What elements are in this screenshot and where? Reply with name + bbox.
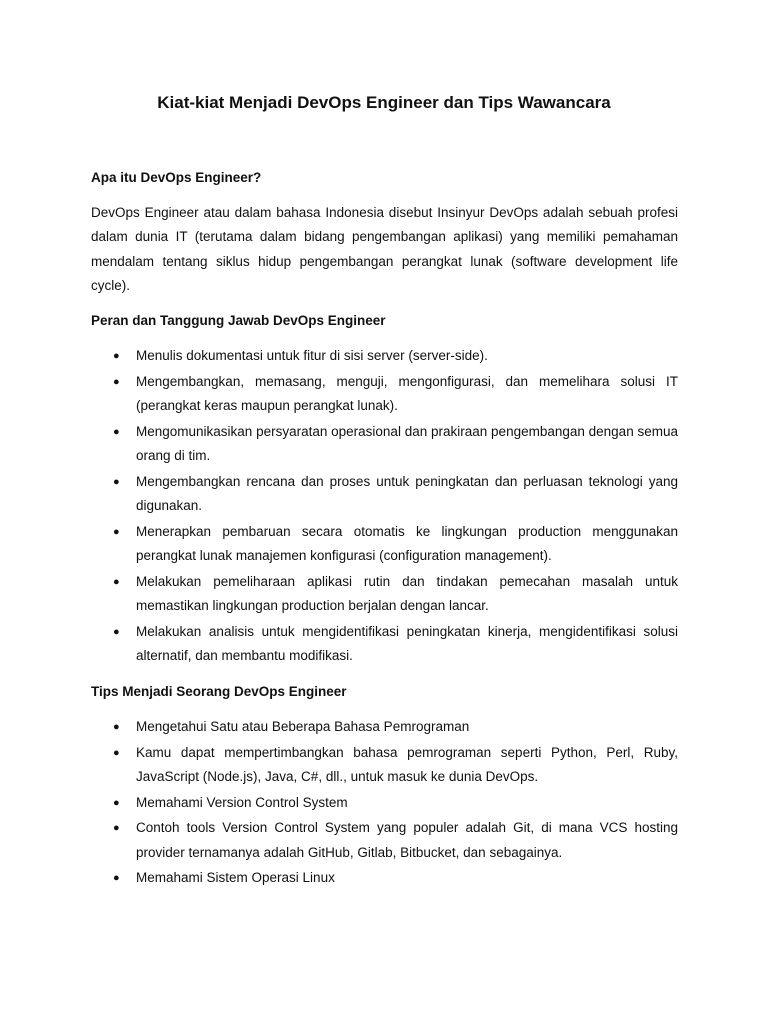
roles-list [91,344,678,670]
section-heading-tips: Tips Menjadi Seorang DevOps Engineer [91,684,347,699]
list-item: ● Memahami Sistem Operasi Linux [91,866,678,891]
list-item: ● Mengetahui Satu atau Beberapa Bahasa Pemrograman [91,715,678,740]
bullet-icon: ● [113,375,120,388]
bullet-icon: ● [113,575,120,588]
bullet-icon: ● [113,796,120,809]
list-item: ● Mengomunikasikan persyaratan operasional dan prakiraan pengembangan dengan semua orang di tim. [91,420,678,469]
bullet-icon: ● [113,872,120,884]
bullet-icon: ● [113,822,120,834]
bullet-icon: ● [113,425,120,438]
list-item: ● Menulis dokumentasi untuk fitur di sisi server (server-side). [91,344,678,369]
page-title: Kiat-kiat Menjadi DevOps Engineer dan Tips Wawancara [157,93,611,112]
section-heading-roles: Peran dan Tanggung Jawab DevOps Engineer [91,313,386,328]
list-item: ● Menerapkan pembaruan secara otomatis ke lingkungan production menggunakan perangkat lunak manajemen konfigurasi (configuration management). [91,520,678,569]
bullet-icon: ● [113,625,120,638]
list-item: ● Melakukan pemeliharaan aplikasi rutin dan tindakan pemecahan masalah untuk memastikan lingkungan production berjalan dengan lancar. [91,570,678,619]
bullet-icon: ● [113,475,120,488]
list-item: ● Mengembangkan, memasang, menguji, mengonfigurasi, dan memelihara solusi IT (perangkat keras maupun perangkat lunak). [91,370,678,419]
bullet-icon: ● [113,350,120,362]
bullet-icon: ● [113,721,120,733]
list-item: ● Mengembangkan rencana dan proses untuk peningkatan dan perluasan teknologi yang digunakan. [91,470,678,519]
section-heading-what-is-devops: Apa itu DevOps Engineer? [91,170,262,185]
tips-list [91,715,678,892]
bullet-icon: ● [113,525,120,538]
list-item: ● Melakukan analisis untuk mengidentifikasi peningkatan kinerja, mengidentifikasi solusi alternatif, dan membantu modifikasi. [91,620,678,669]
list-item: ● Contoh tools Version Control System yang populer adalah Git, di mana VCS hosting provider ternamanya adalah GitHub, Gitlab, Bitbucket, dan sebagainya. [91,816,678,865]
list-item: ● Memahami Version Control System [91,791,678,816]
bullet-icon: ● [113,746,120,759]
list-item: ● Kamu dapat mempertimbangkan bahasa pemrograman seperti Python, Perl, Ruby, JavaScript (Node.js), Java, C#, dll., untuk masuk ke dunia DevOps. [91,741,678,790]
section-paragraph-what-is-devops: DevOps Engineer atau dalam bahasa Indonesia disebut Insinyur DevOps adalah sebuah profesi dalam dunia IT (terutama dalam bidang pengembangan aplikasi) yang memiliki pemahaman mendalam tentang siklus hidup pengembangan perangkat lunak (software development life cycle). [91,205,678,293]
